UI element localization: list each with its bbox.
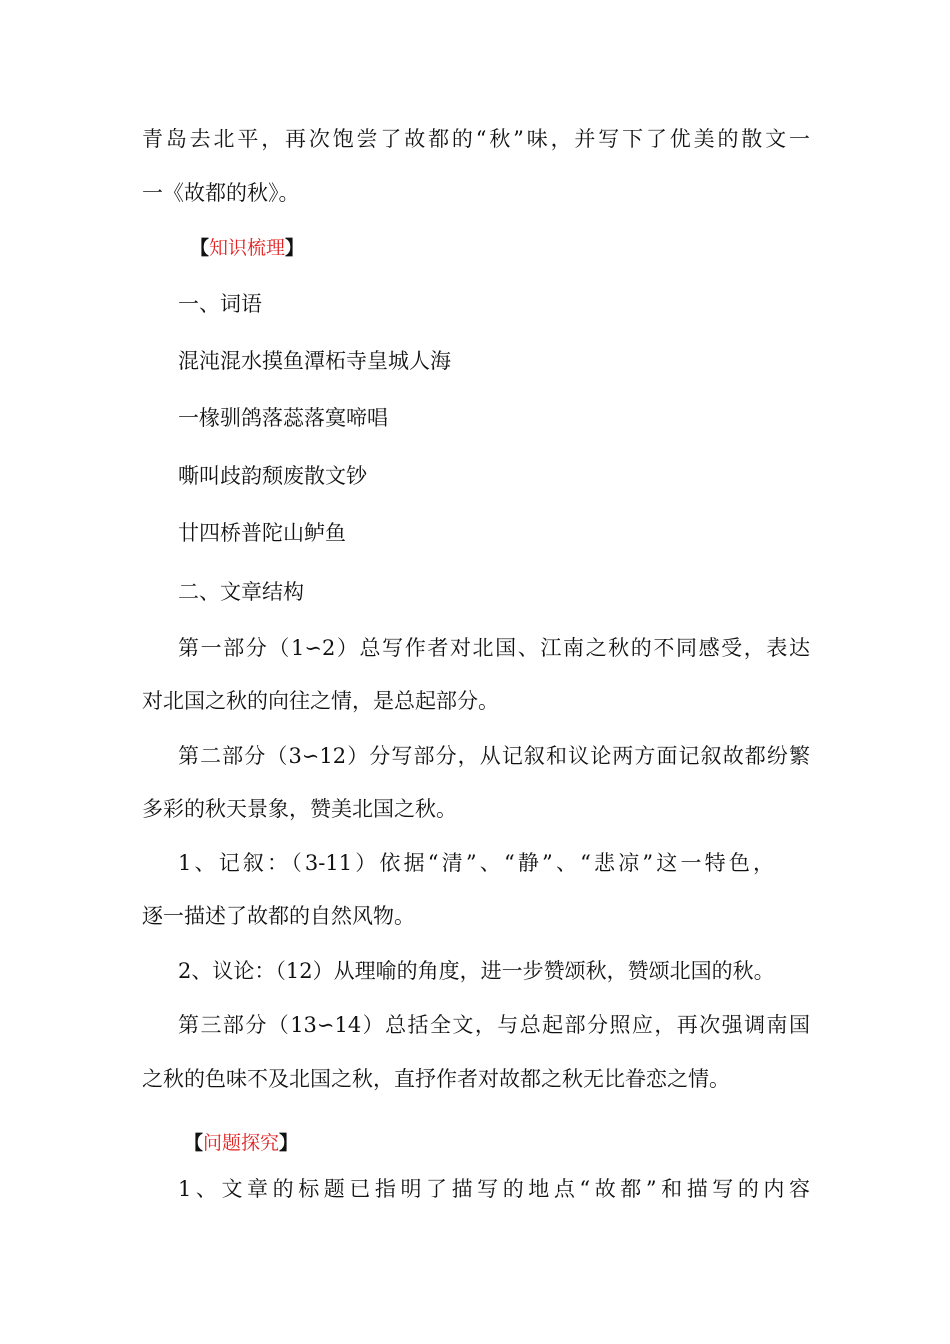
part2-line-1: 第二部分（3∽12）分写部分，从记叙和议论两方面记叙故都纷繁: [178, 744, 810, 768]
discussion-line: 2、议论：（12）从理喻的角度，进一步赞颂秋，赞颂北国的秋。: [178, 959, 775, 983]
word-row-1: 混沌混水摸鱼潭柘寺皇城人海: [178, 349, 451, 373]
part1-line-1: 第一部分（1∽2）总写作者对北国、江南之秋的不同感受，表达: [178, 636, 810, 660]
word-row-3: 嘶叫歧韵颓废散文钞: [178, 464, 367, 488]
intro-line-1: 青岛去北平，再次饱尝了故都的“秋”味，并写下了优美的散文一: [142, 127, 810, 151]
part3-line-1: 第三部分（13∽14）总括全文，与总起部分照应，再次强调南国: [178, 1013, 810, 1037]
bracket-close: 】: [279, 1132, 299, 1154]
bracket-close: 】: [285, 237, 305, 259]
structure-heading: 二、文章结构: [178, 580, 304, 604]
part2-line-2: 多彩的秋天景象，赞美北国之秋。: [142, 797, 457, 821]
part3-line-2: 之秋的色味不及北国之秋，直抒作者对故都之秋无比眷恋之情。: [142, 1067, 730, 1091]
bracket-open: 【: [190, 237, 210, 259]
inquiry-heading-title: 问题探究: [203, 1132, 280, 1154]
knowledge-heading: [190, 234, 304, 262]
part1-line-2: 对北国之秋的向往之情，是总起部分。: [142, 689, 499, 713]
knowledge-heading-title: 知识梳理: [209, 237, 286, 259]
intro-line-2: 一《故都的秋》。: [142, 181, 300, 205]
bracket-open: 【: [184, 1132, 204, 1154]
inquiry-heading: [184, 1129, 298, 1157]
narrative-line-1: 1、记叙：（3-11）依据“清”、“静”、“悲凉”这一特色，: [178, 851, 774, 875]
words-heading: 一、词语: [178, 292, 262, 316]
word-row-2: 一椽驯鸽落蕊落寞啼唱: [178, 406, 388, 430]
narrative-line-2: 逐一描述了故都的自然风物。: [142, 904, 415, 928]
word-row-4: 廿四桥普陀山鲈鱼: [178, 521, 346, 545]
question-1-line-1: 1、文章的标题已指明了描写的地点“故都”和描写的内容: [178, 1177, 810, 1201]
